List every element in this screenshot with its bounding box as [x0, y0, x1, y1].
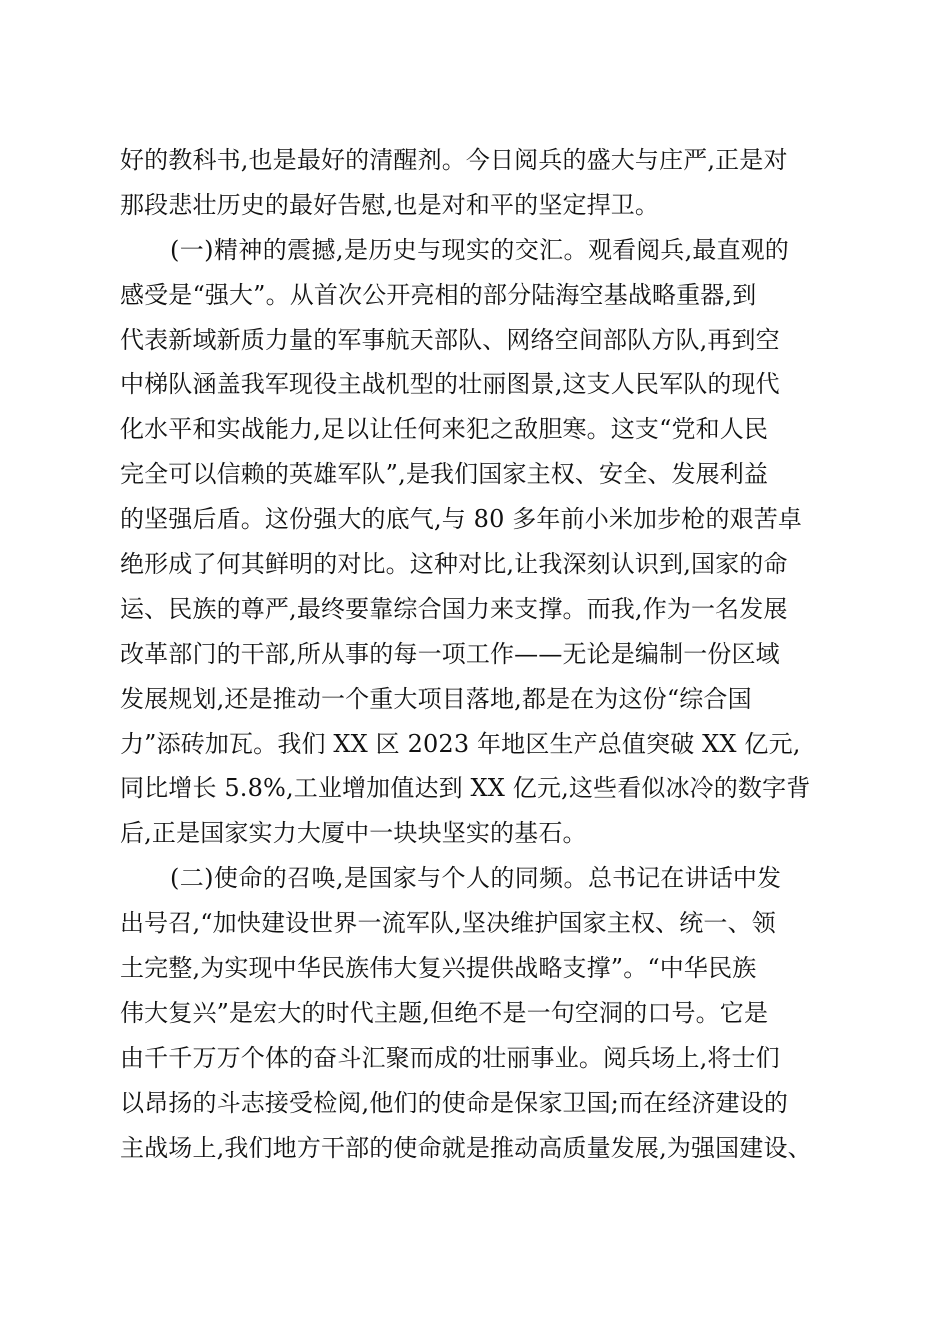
section-1-lead: 观看阅兵,最直观的	[587, 235, 789, 264]
text-line: 感受是“强大”。从首次公开亮相的部分陆海空基战略重器,到	[120, 280, 757, 309]
text-line: 力”添砖加瓦。我们 XX 区 2023 年地区生产总值突破 XX 亿元,	[120, 729, 801, 758]
text-line: 后,正是国家实力大厦中一块块坚实的基石。	[120, 819, 587, 848]
text-line: 化水平和实战能力,足以让任何来犯之敌胆寒。这支“党和人民	[120, 415, 769, 444]
text-line: 改革部门的干部,所从事的每一项工作——无论是编制一份区域	[120, 639, 780, 668]
section-1-heading: (一)精神的震撼,是历史与现实的交汇。	[170, 235, 588, 264]
section-2-first-line	[120, 856, 832, 901]
text-line: 那段悲壮历史的最好告慰,也是对和平的坚定捍卫。	[120, 190, 660, 219]
text-line: 土完整,为实现中华民族伟大复兴提供战略支撑”。“中华民族	[120, 954, 757, 983]
text-line: 发展规划,还是推动一个重大项目落地,都是在为这份“综合国	[120, 684, 752, 713]
text-line: 好的教科书,也是最好的清醒剂。今日阅兵的盛大与庄严,正是对	[120, 146, 788, 174]
section-2-lead: 总书记在讲话中发	[587, 864, 782, 893]
text-line: 伟大复兴”是宏大的时代主题,但绝不是一句空洞的口号。它是	[120, 998, 769, 1027]
text-line: 同比增长 5.8%,工业增加值达到 XX 亿元,这些看似冰冷的数字背	[120, 774, 811, 803]
text-line: 运、民族的尊严,最终要靠综合国力来支撑。而我,作为一名发展	[120, 594, 788, 623]
text-line: 由千千万万个体的奋斗汇聚而成的壮丽事业。阅兵场上,将士们	[120, 1043, 780, 1072]
text-line: 以昂扬的斗志接受检阅,他们的使命是保家卫国;而在经济建设的	[120, 1088, 789, 1117]
document-body	[120, 138, 832, 1170]
section-2-heading: (二)使命的召唤,是国家与个人的同频。	[170, 864, 588, 893]
text-line: 主战场上,我们地方干部的使命就是推动高质量发展,为强国建设、	[120, 1133, 812, 1162]
text-line: 的坚强后盾。这份强大的底气,与 80 多年前小米加步枪的艰苦卓	[120, 505, 803, 534]
text-line: 出号召,“加快建设世界一流军队,坚决维护国家主权、统一、领	[120, 909, 776, 938]
text-line: 中梯队涵盖我军现役主战机型的壮丽图景,这支人民军队的现代	[120, 370, 780, 399]
text-line: 完全可以信赖的英雄军队”,是我们国家主权、安全、发展利益	[120, 460, 769, 489]
text-line: 绝形成了何其鲜明的对比。这种对比,让我深刻认识到,国家的命	[120, 550, 788, 579]
text-line: 代表新域新质力量的军事航天部队、网络空间部队方队,再到空	[120, 325, 780, 354]
section-1-first-line	[120, 228, 832, 273]
